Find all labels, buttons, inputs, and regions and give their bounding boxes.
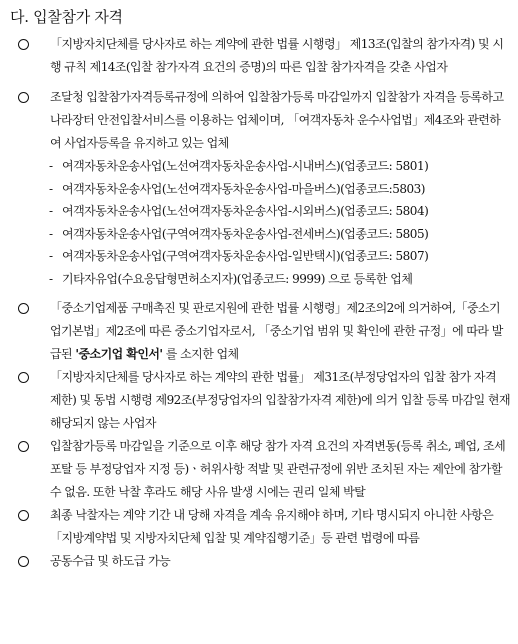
sub-item — [8, 155, 510, 178]
section-heading: 다. 입찰참가 자격 — [10, 8, 123, 26]
sub-item-text: 여객자동차운송사업(노선여객자동차운송사업-시내버스)(업종코드: 5801) — [62, 159, 429, 173]
sub-item — [8, 178, 510, 201]
sub-item — [8, 200, 510, 223]
list-item-text: 공동수급 및 하도급 가능 — [50, 554, 171, 568]
sub-item-text: 여객자동차운송사업(구역여객자동차운송사업-전세버스)(업종코드: 5805) — [62, 226, 429, 241]
text-before: 「중소기업제품 구매촉진 및 판로지원에 관한 법률 시행령」제2조의2에 의거하여,「중소기업기본법」제2조에 따른 중소기업자로서, 「중소기업 범위 및 확인에 관한 규정」에 따라 발급된 — [50, 301, 503, 361]
sme-certificate-emphasis: '중소기업 확인서' — [75, 347, 163, 361]
dash-bullet-icon: - — [49, 204, 53, 218]
dash-bullet-icon: - — [49, 226, 53, 241]
sub-item-text: 여객자동차운송사업(노선여객자동차운송사업-시외버스)(업종코드: 5804) — [62, 204, 429, 218]
list-item-text: 입찰참가등록 마감일을 기준으로 이후 해당 참가 자격 요건의 자격변동(등록 취소, 폐업, 조세포탈 등 부정당업자 지정 등)ㆍ허위사항 적발 및 관련규정에 위반 조치된 자는 제안에 참가할 수 없음. 또한 낙찰 후라도 해당 사유 발생 시에는 권리 일체 박탈 — [50, 439, 506, 499]
text-after: 를 소지한 업체 — [165, 347, 239, 361]
circle-bullet-icon — [18, 303, 29, 314]
sub-item — [8, 268, 510, 291]
list-item-7 — [8, 550, 510, 573]
dash-bullet-icon: - — [49, 271, 53, 286]
circle-bullet-icon — [18, 39, 29, 50]
list-item-text: 조달청 입찰참가자격등록규정에 의하여 입찰참가등록 마감일까지 입찰참가 자격을 등록하고 나라장터 안전입찰서비스를 이용하는 업체이며, 「여객자동차 운수사업법」제4조와 관련하여 사업자등록을 유지하고 있는 업체 — [50, 90, 504, 150]
list-item-6 — [8, 504, 510, 550]
industry-code-list — [8, 155, 510, 290]
circle-bullet-icon — [18, 556, 29, 567]
list-item-3 — [8, 297, 510, 366]
list-item-text: 「지방자치단체를 당사자로 하는 계약에 관한 법률 시행령」 제13조(입찰의 참가자격) 및 시행 규칙 제14조(입찰 참가자격 요건의 증명)의 따른 입찰 참가자격을 갖춘 사업자 — [50, 37, 504, 74]
list-item-2 — [8, 86, 510, 155]
list-item-text: 최종 낙찰자는 계약 기간 내 당해 자격을 계속 유지해야 하며, 기타 명시되지 아니한 사항은「지방계약법 및 지방자치단체 입찰 및 계약집행기준」등 관련 법령에 따름 — [50, 508, 494, 545]
list-item-5 — [8, 435, 510, 504]
list-item-text — [50, 297, 510, 366]
dash-bullet-icon: - — [49, 159, 53, 173]
sub-item-text: 여객자동차운송사업(노선여객자동차운송사업-마을버스)(업종코드:5803) — [62, 181, 425, 196]
list-item-text: 「지방자치단체를 당사자로 하는 계약의 관한 법률」 제31조(부정당업자의 입찰 참가 자격 제한) 및 동법 시행령 제92조(부정당업자의 입찰참가자격 제한)에 의거 입찰 등록 마감일 현재 해당되지 않는 사업자 — [50, 370, 510, 430]
sub-item — [8, 223, 510, 246]
list-item-4 — [8, 366, 510, 435]
sub-item-text: 여객자동차운송사업(구역여객자동차운송사업-일반택시)(업종코드: 5807) — [62, 249, 429, 263]
dash-bullet-icon: - — [49, 181, 53, 196]
circle-bullet-icon — [18, 441, 29, 452]
circle-bullet-icon — [18, 372, 29, 383]
circle-bullet-icon — [18, 510, 29, 521]
sub-item-text: 기타자유업(수요응답형면허소지자)(업종코드: 9999) 으로 등록한 업체 — [62, 271, 413, 286]
circle-bullet-icon — [18, 92, 29, 103]
dash-bullet-icon: - — [49, 249, 53, 263]
sub-item — [8, 245, 510, 268]
list-item-1 — [8, 33, 510, 79]
